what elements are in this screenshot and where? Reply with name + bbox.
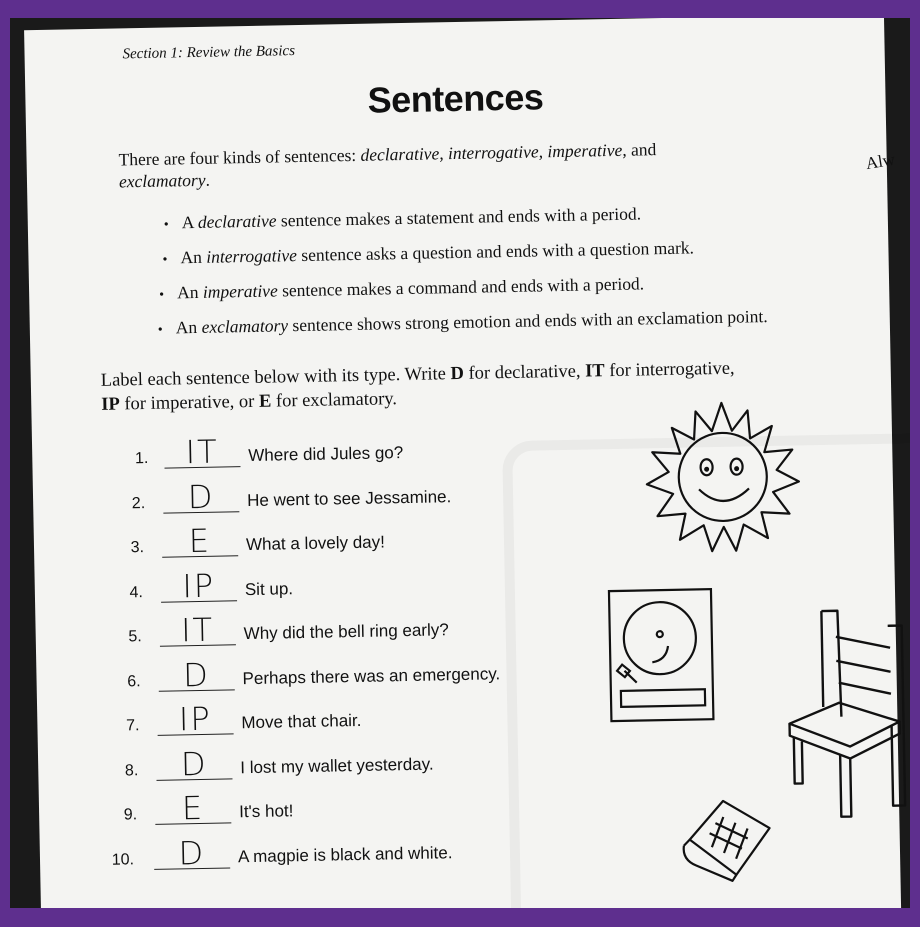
rule-post: sentence asks a question and ends with a question mark. xyxy=(296,237,695,266)
intro-and: and xyxy=(626,139,657,160)
item-sentence: Why did the bell ring early? xyxy=(243,620,449,644)
wallet-icon xyxy=(675,794,777,886)
workbook-page xyxy=(24,18,901,908)
bullet-icon: • xyxy=(162,252,168,268)
item-sentence: Perhaps there was an emergency. xyxy=(242,663,501,688)
intro-paragraph xyxy=(118,135,799,192)
bell-icon xyxy=(605,585,718,725)
answer-blank[interactable]: D xyxy=(163,481,240,513)
instructions-text: for imperative, or xyxy=(119,391,260,415)
instructions-text: for exclamatory. xyxy=(271,389,398,412)
intro-kinds: declarative, interrogative, imperative, xyxy=(360,139,627,165)
rule-term: interrogative xyxy=(206,245,298,267)
answer-blank[interactable]: IT xyxy=(159,614,236,646)
item-number: 8. xyxy=(124,761,139,779)
chair-icon xyxy=(777,605,910,827)
rule-post: sentence shows strong emotion and ends with an exclamation point. xyxy=(287,306,768,336)
item-sentence: Where did Jules go? xyxy=(248,443,404,466)
item-number: 9. xyxy=(123,806,138,824)
instructions-text: Label each sentence below with its type. Write xyxy=(100,364,451,391)
answer-blank[interactable]: IP xyxy=(157,703,234,735)
intro-end: . xyxy=(205,169,211,190)
bullet-icon: • xyxy=(157,322,163,338)
item-sentence: He went to see Jessamine. xyxy=(246,486,452,510)
instructions-code: D xyxy=(450,363,465,385)
rule-list xyxy=(128,198,891,353)
item-number: 6. xyxy=(127,672,141,690)
rule-pre: An xyxy=(176,281,204,303)
rule-term: imperative xyxy=(202,280,278,302)
instructions-code: IP xyxy=(101,394,120,415)
sun-icon xyxy=(641,395,804,558)
answer-blank[interactable]: D xyxy=(156,748,233,780)
item-sentence: It's hot! xyxy=(238,801,294,822)
rule-pre: A xyxy=(181,211,199,233)
rule-pre: An xyxy=(180,246,207,268)
answer-blank[interactable]: D xyxy=(154,837,231,869)
rule-term: exclamatory xyxy=(201,315,289,337)
item-number: 4. xyxy=(129,583,144,601)
rule-post: sentence makes a statement and ends with a period. xyxy=(276,203,642,231)
instructions-code: E xyxy=(258,391,272,412)
instructions-text: for interrogative, xyxy=(604,358,735,382)
bullet-icon: • xyxy=(159,287,165,303)
instructions-text: for declarative, xyxy=(463,361,586,384)
intro-prefix: There are four kinds of sentences: xyxy=(118,144,361,170)
bullet-icon: • xyxy=(163,217,169,233)
answer-blank[interactable]: IT xyxy=(164,436,241,468)
rule-post: sentence makes a command and ends with a period. xyxy=(277,273,645,301)
item-number: 3. xyxy=(130,539,145,557)
rule-term: declarative xyxy=(197,210,277,232)
page-title: Sentences xyxy=(367,76,544,121)
item-sentence: Move that chair. xyxy=(241,710,362,733)
answer-blank[interactable]: E xyxy=(155,792,232,824)
item-number: 2. xyxy=(131,494,146,512)
photo-frame xyxy=(10,18,910,908)
exercise-list xyxy=(112,423,640,878)
item-sentence: A magpie is black and white. xyxy=(237,842,453,866)
rule-pre: An xyxy=(175,316,202,338)
instructions-code: IT xyxy=(584,361,605,382)
margin-text: Alw xyxy=(864,149,897,174)
answer-blank[interactable]: E xyxy=(162,525,239,557)
item-number: 1. xyxy=(134,449,149,468)
section-label: Section 1: Review the Basics xyxy=(122,43,296,63)
item-sentence: I lost my wallet yesterday. xyxy=(240,754,434,777)
item-number: 5. xyxy=(128,628,142,646)
intro-last: exclamatory xyxy=(118,169,206,192)
answer-blank[interactable]: D xyxy=(158,659,235,691)
item-sentence: Sit up. xyxy=(244,578,294,599)
answer-blank[interactable]: IP xyxy=(160,570,237,602)
item-number: 10. xyxy=(111,850,135,869)
item-sentence: What a lovely day! xyxy=(245,532,386,555)
item-number: 7. xyxy=(125,717,140,735)
